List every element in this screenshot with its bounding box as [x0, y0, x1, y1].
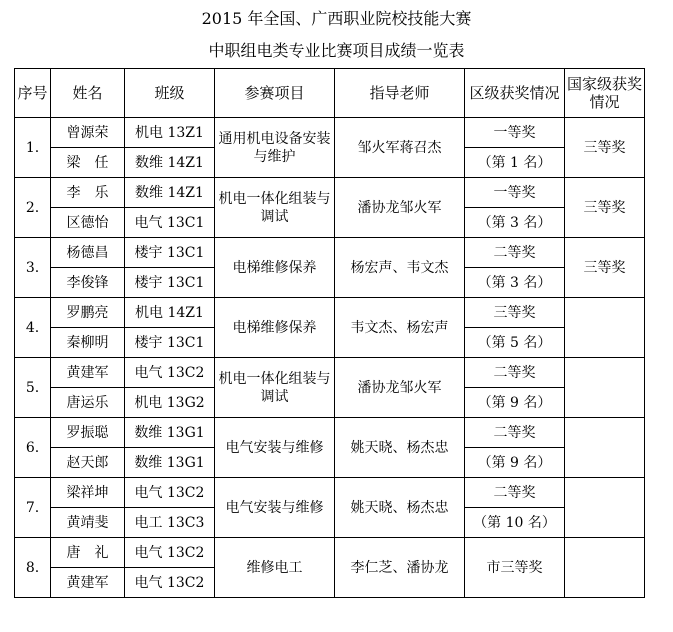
student-class: 数维 14Z1	[125, 178, 215, 208]
student-name: 秦柳明	[51, 328, 125, 358]
instructor: 姚天晓、杨杰忠	[335, 418, 465, 478]
student-class: 楼宇 13C1	[125, 268, 215, 298]
regional-award: 二等奖	[465, 478, 565, 508]
student-class: 机电 14Z1	[125, 298, 215, 328]
group-number: 3.	[15, 238, 51, 298]
table-row	[15, 358, 645, 388]
student-class: 数维 14Z1	[125, 148, 215, 178]
regional-award: 二等奖	[465, 238, 565, 268]
table-row	[15, 298, 645, 328]
student-class: 电工 13C3	[125, 508, 215, 538]
header-cell-regional: 区级获奖情况	[465, 69, 565, 118]
contest-project: 通用机电设备安装与维护	[215, 118, 335, 178]
student-class: 电气 13C2	[125, 478, 215, 508]
instructor: 潘协龙邹火军	[335, 358, 465, 418]
regional-award: 二等奖	[465, 358, 565, 388]
regional-rank: （第 3 名）	[465, 268, 565, 298]
student-name: 杨德昌	[51, 238, 125, 268]
national-award	[565, 538, 645, 598]
group-number: 1.	[15, 118, 51, 178]
regional-award: 一等奖	[465, 118, 565, 148]
group-number: 2.	[15, 178, 51, 238]
student-class: 电气 13C2	[125, 358, 215, 388]
instructor: 杨宏声、韦文杰	[335, 238, 465, 298]
regional-award: 市三等奖	[465, 538, 565, 598]
student-name: 黄建军	[51, 568, 125, 598]
contest-project: 电梯维修保养	[215, 298, 335, 358]
national-award: 三等奖	[565, 238, 645, 298]
group-number: 4.	[15, 298, 51, 358]
instructor: 李仁芝、潘协龙	[335, 538, 465, 598]
instructor: 姚天晓、杨杰忠	[335, 478, 465, 538]
regional-rank: （第 3 名）	[465, 208, 565, 238]
student-name: 唐 礼	[51, 538, 125, 568]
regional-award: 三等奖	[465, 298, 565, 328]
student-class: 数维 13G1	[125, 418, 215, 448]
group-number: 7.	[15, 478, 51, 538]
header-cell-project: 参赛项目	[215, 69, 335, 118]
contest-project: 电气安装与维修	[215, 418, 335, 478]
contest-project: 机电一体化组装与调试	[215, 358, 335, 418]
student-class: 楼宇 13C1	[125, 238, 215, 268]
header-cell-teacher: 指导老师	[335, 69, 465, 118]
student-name: 罗鹏亮	[51, 298, 125, 328]
group-number: 8.	[15, 538, 51, 598]
results-table	[14, 68, 645, 598]
regional-rank: （第 9 名）	[465, 388, 565, 418]
table-row	[15, 178, 645, 208]
instructor: 邹火军蒋召杰	[335, 118, 465, 178]
national-award	[565, 418, 645, 478]
header-cell-name: 姓名	[51, 69, 125, 118]
student-name: 梁 任	[51, 148, 125, 178]
student-name: 罗振聪	[51, 418, 125, 448]
table-row	[15, 418, 645, 448]
table-row	[15, 118, 645, 148]
student-name: 曾源荣	[51, 118, 125, 148]
student-class: 数维 13G1	[125, 448, 215, 478]
student-name: 梁祥坤	[51, 478, 125, 508]
header-cell-class: 班级	[125, 69, 215, 118]
regional-rank: （第 5 名）	[465, 328, 565, 358]
contest-project: 电梯维修保养	[215, 238, 335, 298]
student-class: 机电 13G2	[125, 388, 215, 418]
student-class: 楼宇 13C1	[125, 328, 215, 358]
student-class: 电气 13C2	[125, 568, 215, 598]
table-header-row	[15, 69, 645, 118]
regional-award: 一等奖	[465, 178, 565, 208]
instructor: 潘协龙邹火军	[335, 178, 465, 238]
student-name: 赵天郎	[51, 448, 125, 478]
group-number: 6.	[15, 418, 51, 478]
student-class: 电气 13C2	[125, 538, 215, 568]
national-award	[565, 298, 645, 358]
student-name: 黄靖斐	[51, 508, 125, 538]
header-cell-no: 序号	[15, 69, 51, 118]
national-award: 三等奖	[565, 118, 645, 178]
student-name: 黄建军	[51, 358, 125, 388]
regional-rank: （第 1 名）	[465, 148, 565, 178]
student-class: 电气 13C1	[125, 208, 215, 238]
header-cell-national: 国家级获奖情况	[565, 69, 645, 118]
table-row	[15, 478, 645, 508]
national-award	[565, 358, 645, 418]
contest-project: 机电一体化组装与调试	[215, 178, 335, 238]
document-title: 2015 年全国、广西职业院校技能大赛	[201, 9, 472, 28]
national-award	[565, 478, 645, 538]
group-number: 5.	[15, 358, 51, 418]
contest-project: 维修电工	[215, 538, 335, 598]
instructor: 韦文杰、杨宏声	[335, 298, 465, 358]
contest-project: 电气安装与维修	[215, 478, 335, 538]
national-award: 三等奖	[565, 178, 645, 238]
student-name: 区德怡	[51, 208, 125, 238]
student-name: 李俊锋	[51, 268, 125, 298]
regional-rank: （第 10 名）	[465, 508, 565, 538]
student-name: 李 乐	[51, 178, 125, 208]
table-row	[15, 538, 645, 568]
regional-rank: （第 9 名）	[465, 448, 565, 478]
student-name: 唐运乐	[51, 388, 125, 418]
student-class: 机电 13Z1	[125, 118, 215, 148]
table-row	[15, 238, 645, 268]
regional-award: 二等奖	[465, 418, 565, 448]
document-subtitle: 中职组电类专业比赛项目成绩一览表	[208, 41, 465, 60]
